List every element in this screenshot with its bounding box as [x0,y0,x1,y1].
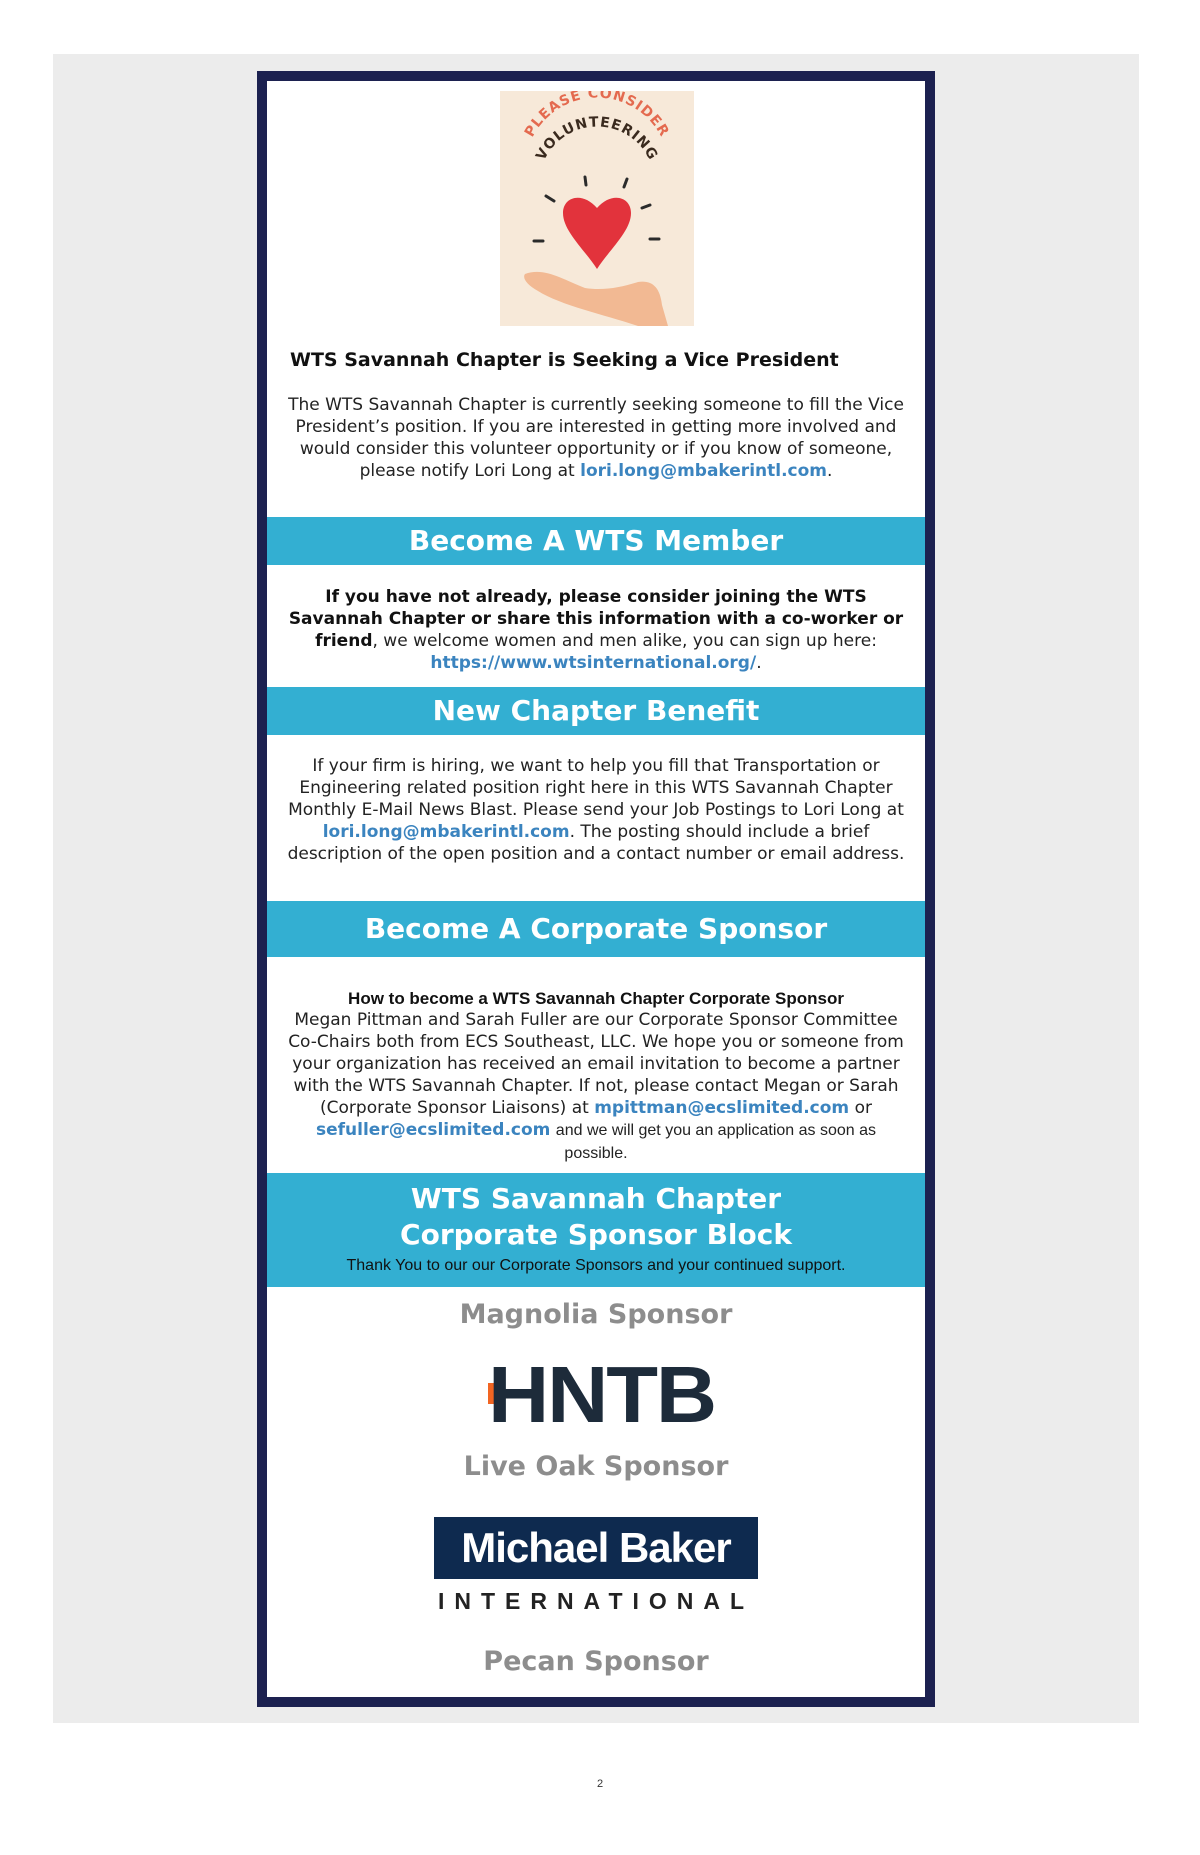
vp-paragraph [287,394,905,482]
benefit-banner-title: New Chapter Benefit [432,694,760,727]
member-end: . [756,653,762,673]
poster-arc-bottom: VOLUNTEERING [533,114,661,164]
member-text: , we welcome women and men alike, you can sign up here: [372,631,877,651]
vp-email-link[interactable]: lori.long@mbakerintl.com [580,461,828,481]
benefit-text-before: If your firm is hiring, we want to help you fill that Transportation or Engineering related position right here in this WTS Savannah Chapter Monthly E-Mail News Blast. Please send your Job Postings to Lori Long at [288,756,904,820]
magnolia-sponsor-label: Magnolia Sponsor [459,1299,733,1330]
sponsor-closing: and we will get you an application as soon as possible. [555,1122,876,1162]
pecan-sponsor-label: Pecan Sponsor [483,1646,709,1677]
heart-icon [563,198,631,269]
page-number: 2 [596,1778,604,1790]
benefit-text-after: . The posting should include a brief description of the open position and a contact number or email address. [287,822,905,864]
sponsor-block-thanks: Thank You to our our Corporate Sponsors and your continued support. [346,1257,846,1274]
benefit-paragraph [287,755,905,865]
sponsor-block-title-1: WTS Savannah Chapter [410,1182,782,1215]
wts-website-link[interactable]: https://www.wtsinternational.org/ [430,653,757,673]
live-oak-sponsor-label: Live Oak Sponsor [463,1451,729,1482]
member-paragraph [287,586,905,674]
hntb-logo [488,1350,716,1439]
michael-baker-logo: Michael Baker [434,1517,758,1579]
sefuller-email-link[interactable]: sefuller@ecslimited.com [316,1120,551,1140]
member-banner [267,517,925,565]
poster-arc-top: PLEASE CONSIDER [521,91,673,140]
member-bold-text: If you have not already, please consider joining the WTS Savannah Chapter or share this information with a co-worker or friend [288,587,904,651]
member-banner-title: Become A WTS Member [408,524,784,557]
newsletter-body [267,81,925,1697]
corporate-sponsor-banner-title: Become A Corporate Sponsor [364,912,828,945]
corporate-sponsor-banner [267,901,925,957]
vp-text: The WTS Savannah Chapter is currently seeking someone to fill the Vice President’s position. If you are interested in getting more involved and would consider this volunteer opportunity or if you know of someone, please notify Lori Long at [288,395,904,481]
sponsor-paragraph [287,1009,905,1165]
hntb-logo-text: HNTB [488,1350,716,1439]
hand-icon [524,272,668,326]
vp-heading: WTS Savannah Chapter is Seeking a Vice President [290,349,839,371]
sponsor-text: Megan Pittman and Sarah Fuller are our Corporate Sponsor Committee Co-Chairs both from ECS Southeast, LLC. We hope you or someone from your organization has received an email invitation to become a partner with the WTS Savannah Chapter. If not, please contact Megan or Sarah (Corporate Sponsor Liaisons) at [288,1010,904,1118]
benefit-banner [267,687,925,735]
sponsor-block-banner [267,1173,925,1287]
mpittman-email-link[interactable]: mpittman@ecslimited.com [594,1098,850,1118]
michael-baker-international: INTERNATIONAL [437,1588,755,1614]
benefit-email-link[interactable]: lori.long@mbakerintl.com [322,822,570,842]
volunteer-poster [500,91,694,326]
sponsor-heading: How to become a WTS Savannah Chapter Corporate Sponsor [348,989,844,1008]
volunteer-illustration [500,91,694,326]
sponsor-or: or [854,1098,872,1118]
vp-end: . [827,461,833,481]
sponsor-block-title-2: Corporate Sponsor Block [400,1218,792,1251]
